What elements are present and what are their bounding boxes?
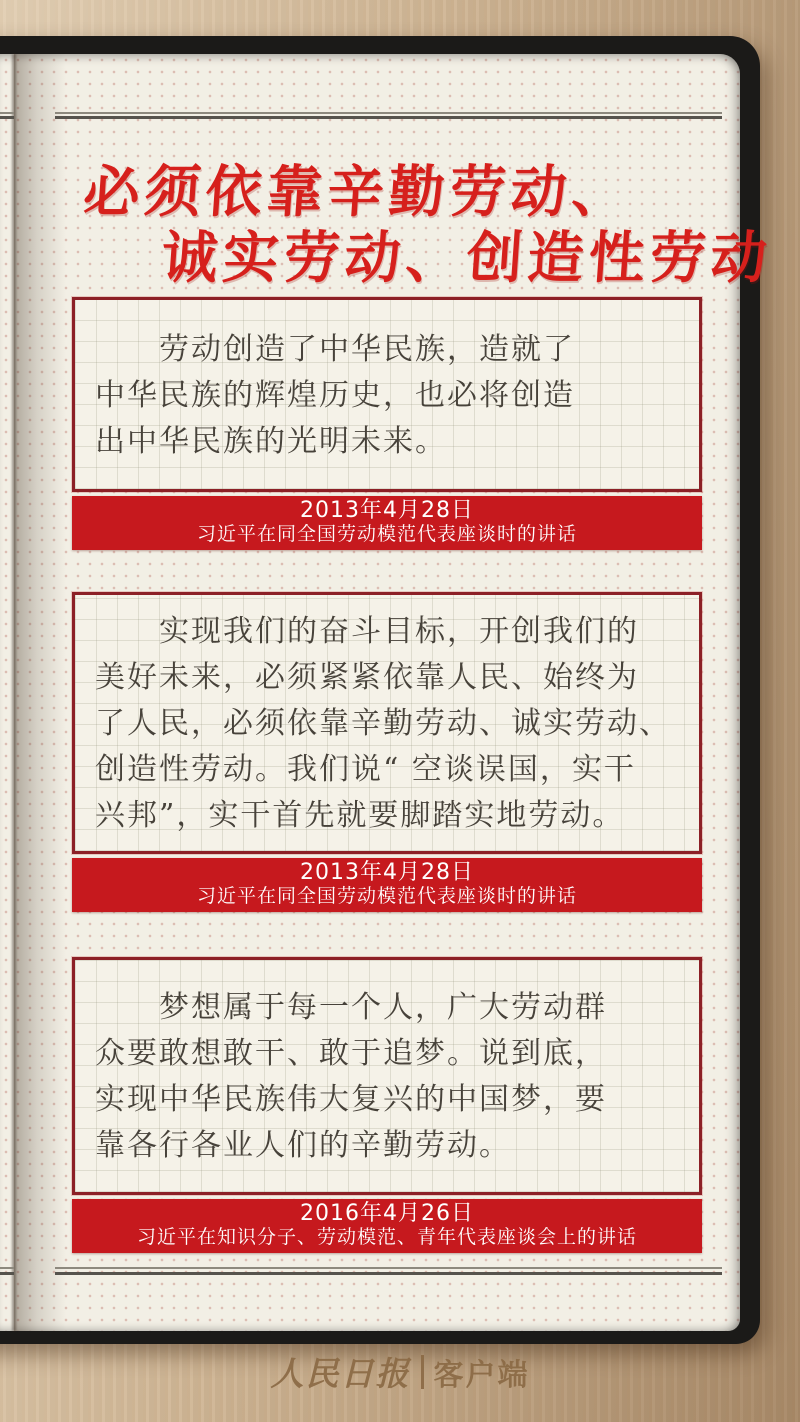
quote-text-line: 了人民，必须依靠辛勤劳动、诚实劳动、 — [95, 706, 671, 741]
quote-text-line: 创造性劳动。我们说“ 空谈误国，实干 — [95, 752, 636, 787]
speech-source: 习近平在知识分子、劳动模范、青年代表座谈会上的讲话 — [136, 1226, 637, 1248]
quote-text-line: 兴邦”，实干首先就要脚踏实地劳动。 — [95, 798, 625, 833]
quote-section-1 — [72, 297, 702, 550]
quote-text-line: 实现我们的奋斗目标，开创我们的 — [159, 614, 639, 649]
peoples-daily-logo — [0, 1348, 800, 1395]
quote-text-line: 美好未来，必须紧紧依靠人民、始终为 — [95, 660, 639, 695]
speech-date: 2013年4月28日 — [300, 860, 474, 885]
client-app-label: 客户端 — [433, 1357, 530, 1393]
quote-text-line: 梦想属于每一个人，广大劳动群 — [159, 990, 607, 1025]
quote-text-line: 中华民族的辉煌历史，也必将创造 — [95, 378, 575, 413]
speech-source: 习近平在同全国劳动模范代表座谈时的讲话 — [196, 523, 577, 545]
quotes-column — [72, 297, 702, 1253]
quote-card-1 — [72, 297, 702, 492]
attribution-banner-2 — [72, 858, 702, 912]
quote-section-2 — [72, 592, 702, 912]
speech-source: 习近平在同全国劳动模范代表座谈时的讲话 — [196, 885, 577, 907]
quote-text-line: 实现中华民族伟大复兴的中国梦，要 — [95, 1082, 607, 1117]
notebook-spine-crease — [12, 54, 16, 1331]
speech-date: 2013年4月28日 — [300, 498, 474, 523]
quote-text-line: 劳动创造了中华民族，造就了 — [159, 332, 575, 367]
peoples-daily-wordmark: 人民日报 — [270, 1354, 411, 1393]
logo-divider — [421, 1355, 424, 1389]
attribution-banner-3 — [72, 1199, 702, 1253]
attribution-banner-1 — [72, 496, 702, 550]
quote-text-line: 众要敢想敢干、敢于追梦。说到底， — [95, 1036, 607, 1071]
speech-date: 2016年4月26日 — [300, 1201, 474, 1226]
poster-title-line-1: 必须依靠辛勤劳动、 — [81, 160, 635, 225]
quote-card-3 — [72, 957, 702, 1195]
quote-text-line: 出中华民族的光明未来。 — [95, 424, 447, 459]
quote-card-2 — [72, 592, 702, 854]
quote-text-line: 靠各行各业人们的辛勤劳动。 — [95, 1128, 511, 1163]
poster-title-line-2: 诚实劳动、创造性劳动 — [159, 226, 774, 291]
quote-section-3 — [72, 957, 702, 1253]
